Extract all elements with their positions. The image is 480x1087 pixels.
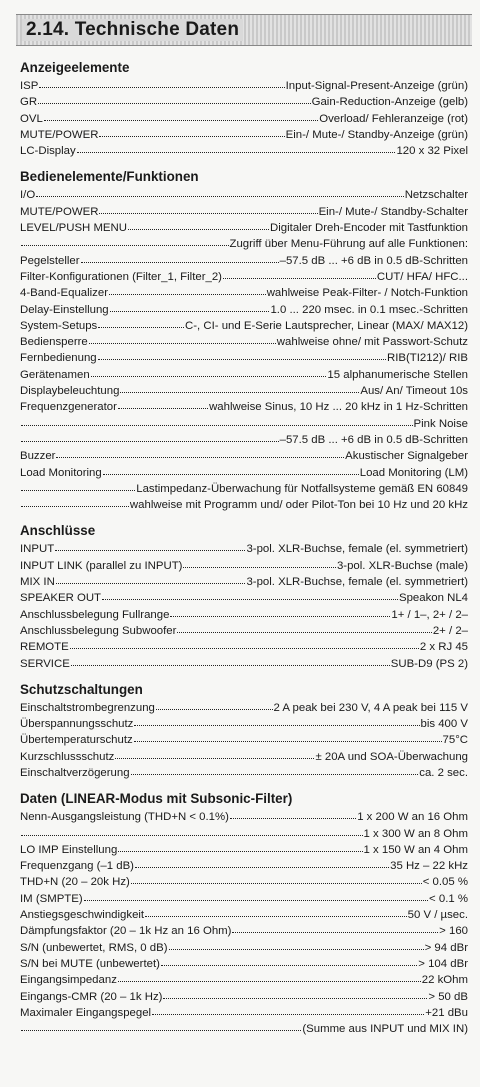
spec-row (20, 367, 468, 383)
dot-leader (71, 655, 390, 666)
spec-label: Anschlussbelegung Subwoofer (20, 624, 177, 637)
dot-leader (128, 219, 269, 230)
spec-value: –57.5 dB ... +6 dB in 0.5 dB-Schritten (279, 254, 468, 267)
spec-row (20, 302, 468, 318)
dot-leader (131, 764, 419, 775)
spec-value: ca. 2 sec. (419, 766, 468, 779)
spec-value: wahlweise ohne/ mit Passwort-Schutz (276, 336, 468, 349)
dot-leader (118, 971, 421, 982)
spec-label: SPEAKER OUT (20, 592, 102, 605)
spec-row (20, 574, 468, 590)
spec-value: C-, CI- und E-Serie Lautsprecher, Linear (MAX/ MAX12) (185, 319, 468, 332)
spec-row (20, 448, 468, 464)
dot-leader (170, 606, 390, 617)
spec-label: Dämpfungsfaktor (20 – 1k Hz an 16 Ohm) (20, 925, 232, 938)
dot-leader (118, 841, 362, 852)
spec-label: IM (SMPTE) (20, 892, 83, 905)
spec-row (20, 923, 468, 939)
spec-label: Bediensperre (20, 336, 88, 349)
spec-value: > 104 dBr (418, 957, 468, 970)
spec-label: S/N bei MUTE (unbewertet) (20, 957, 160, 970)
dot-leader (152, 1004, 424, 1015)
dot-leader (38, 93, 311, 104)
spec-value: Digitaler Dreh-Encoder mit Tastfunktion (270, 222, 468, 235)
dot-leader (56, 573, 246, 584)
spec-label: MUTE/POWER (20, 205, 99, 218)
spec-value: 1 x 300 W an 8 Ohm (363, 827, 468, 840)
spec-row (20, 481, 468, 497)
spec-label: LO IMP Einstellung (20, 843, 118, 856)
dot-leader (21, 825, 363, 836)
spec-value: 1.0 ... 220 msec. in 0.1 msec.-Schritten (270, 303, 468, 316)
spec-value: Zugriff über Menu-Führung auf alle Funktionen: (229, 238, 468, 251)
spec-row (20, 732, 468, 748)
spec-row (20, 187, 468, 203)
dot-leader (55, 540, 245, 551)
spec-row (20, 809, 468, 825)
spec-label: I/O (20, 189, 36, 202)
spec-row (20, 465, 468, 481)
dot-leader (135, 857, 389, 868)
section-heading: Anschlüsse (20, 523, 96, 539)
spec-label: Überspannungsschutz (20, 718, 134, 731)
title-bar (16, 14, 472, 46)
spec-label: Gerätenamen (20, 368, 90, 381)
spec-label: Kurzschlussschutz (20, 750, 115, 763)
spec-row (20, 78, 468, 94)
dot-leader (44, 110, 318, 121)
dot-leader (161, 955, 417, 966)
spec-value: < 0.1 % (429, 892, 468, 905)
spec-row (20, 842, 468, 858)
spec-row (20, 127, 468, 143)
spec-value: Input-Signal-Present-Anzeige (grün) (285, 80, 468, 92)
spec-value: > 160 (439, 925, 468, 938)
spec-value: Netzschalter (404, 189, 468, 202)
dot-leader (223, 268, 376, 279)
spec-value: Ein-/ Mute-/ Standby-Schalter (318, 205, 468, 218)
spec-value: Speakon NL4 (398, 592, 468, 605)
spec-row (20, 558, 468, 574)
dot-leader (56, 447, 344, 458)
spec-row (20, 940, 468, 956)
spec-row (20, 236, 468, 252)
spec-label: THD+N (20 – 20k Hz) (20, 876, 130, 889)
spec-value: 3-pol. XLR-Buchse, female (el. symmetriert) (246, 543, 468, 556)
spec-row (20, 972, 468, 988)
spec-label: Einschaltverzögerung (20, 766, 130, 779)
spec-value: 75°C (442, 734, 468, 747)
spec-row (20, 956, 468, 972)
dot-leader (98, 349, 386, 360)
spec-label: MUTE/POWER (20, 128, 99, 141)
spec-value: 3-pol. XLR-Buchse (male) (336, 559, 468, 572)
spec-label: LEVEL/PUSH MENU (20, 222, 127, 235)
spec-label: S/N (unbewertet, RMS, 0 dB) (20, 941, 168, 954)
spec-row (20, 383, 468, 399)
spec-label: Buzzer (20, 450, 56, 463)
dot-leader (91, 366, 327, 377)
spec-value: Pink Noise (413, 417, 468, 430)
spec-value: > 94 dBr (424, 941, 468, 954)
spec-label: Delay-Einstellung (20, 303, 109, 316)
spec-row (20, 143, 468, 159)
spec-row (20, 765, 468, 781)
dot-leader (70, 638, 419, 649)
dot-leader (77, 142, 396, 153)
dot-leader (21, 431, 279, 442)
spec-label: Einschaltstrombegrenzung (20, 701, 155, 714)
spec-row (20, 285, 468, 301)
spec-value: RIB(TI212)/ RIB (386, 352, 468, 365)
spec-row (20, 432, 468, 448)
spec-row (20, 350, 468, 366)
spec-section (20, 523, 468, 671)
spec-label: Anschlussbelegung Fullrange (20, 608, 170, 621)
spec-label: INPUT (20, 543, 55, 556)
dot-leader (103, 464, 359, 475)
spec-row (20, 318, 468, 334)
spec-row (20, 269, 468, 285)
spec-value: bis 400 V (420, 718, 468, 731)
spec-row (20, 907, 468, 923)
spec-label: Frequenzgenerator (20, 401, 117, 414)
dot-leader (102, 589, 398, 600)
dot-leader (21, 480, 135, 491)
section-heading: Daten (LINEAR-Modus mit Subsonic-Filter) (20, 791, 293, 807)
page-title: 2.14. Technische Daten (22, 19, 243, 41)
spec-label: Frequenzgang (–1 dB) (20, 860, 134, 873)
spec-value: 2+ / 2– (432, 624, 468, 637)
spec-label: OVL (20, 112, 43, 125)
dot-leader (169, 939, 424, 950)
dot-leader (21, 496, 129, 507)
spec-label: Fernbedienung (20, 352, 97, 365)
spec-row (20, 874, 468, 890)
spec-value: wahlweise Peak-Filter- / Notch-Funktion (266, 287, 468, 300)
spec-value: 22 kOhm (421, 974, 468, 987)
dot-leader (81, 252, 279, 263)
spec-value: –57.5 dB ... +6 dB in 0.5 dB-Schritten (279, 433, 468, 446)
spec-label: Eingangs-CMR (20 – 1k Hz) (20, 990, 163, 1003)
spec-row (20, 989, 468, 1005)
dot-leader (145, 906, 407, 917)
dot-leader (21, 235, 229, 246)
spec-row (20, 607, 468, 623)
spec-row (20, 623, 468, 639)
spec-row (20, 111, 468, 127)
spec-value: ± 20A und SOA-Überwachung (315, 750, 468, 763)
spec-row (20, 253, 468, 269)
dot-leader (99, 203, 317, 214)
spec-value: > 50 dB (428, 990, 468, 1003)
spec-row (20, 700, 468, 716)
spec-value: 2 A peak bei 230 V, 4 A peak bei 115 V (273, 701, 468, 714)
spec-label: Anstiegsgeschwindigkeit (20, 909, 145, 922)
dot-leader (156, 699, 273, 710)
section-heading: Schutzschaltungen (20, 681, 143, 697)
spec-label: Pegelsteller (20, 254, 80, 267)
spec-value: Load Monitoring (LM) (359, 466, 468, 479)
dot-leader (110, 301, 270, 312)
spec-value: Akustischer Signalgeber (345, 450, 468, 463)
spec-row (20, 220, 468, 236)
spec-row (20, 826, 468, 842)
spec-row (20, 541, 468, 557)
spec-row (20, 1021, 468, 1037)
dot-leader (98, 317, 184, 328)
spec-value: Gain-Reduction-Anzeige (gelb) (311, 96, 468, 109)
dot-leader (39, 77, 284, 88)
spec-value: Ein-/ Mute-/ Standby-Anzeige (grün) (285, 128, 468, 141)
spec-row (20, 416, 468, 432)
spec-row (20, 204, 468, 220)
spec-value: wahlweise Sinus, 10 Hz ... 20 kHz in 1 Hz-Schritten (209, 401, 468, 414)
dot-leader (21, 415, 413, 426)
spec-value: Aus/ An/ Timeout 10s (360, 385, 468, 398)
dot-leader (36, 186, 403, 197)
dot-leader (232, 922, 438, 933)
spec-label: LC-Display (20, 145, 76, 158)
spec-section (20, 682, 468, 781)
spec-value: 1 x 150 W an 4 Ohm (363, 843, 468, 856)
spec-row (20, 749, 468, 765)
dot-leader (21, 1020, 301, 1031)
spec-section (20, 169, 468, 513)
spec-label: INPUT LINK (parallel zu INPUT) (20, 559, 183, 572)
spec-label: System-Setups (20, 319, 98, 332)
dot-leader (134, 731, 442, 742)
spec-value: 2 x RJ 45 (419, 641, 468, 654)
spec-value: 1+ / 1–, 2+ / 2– (391, 608, 468, 621)
spec-content (20, 60, 468, 1047)
spec-value: 50 V / µsec. (407, 909, 468, 922)
dot-leader (115, 748, 314, 759)
spec-label: Eingangsimpedanz (20, 974, 117, 987)
spec-row (20, 891, 468, 907)
spec-value: Overload/ Fehleranzeige (rot) (319, 112, 468, 125)
dot-leader (109, 284, 266, 295)
spec-value: Lastimpedanz-Überwachung für Notfallsysteme gemäß EN 60849 (136, 482, 468, 495)
spec-section (20, 60, 468, 159)
section-heading: Anzeigeelemente (20, 60, 130, 75)
spec-row (20, 497, 468, 513)
dot-leader (183, 557, 335, 568)
dot-leader (84, 890, 428, 901)
spec-label: GR (20, 96, 38, 109)
dot-leader (120, 382, 359, 393)
dot-leader (177, 622, 431, 633)
spec-value: CUT/ HFA/ HFC... (376, 270, 468, 283)
spec-row (20, 399, 468, 415)
spec-label: Filter-Konfigurationen (Filter_1, Filter_2) (20, 270, 222, 283)
dot-leader (134, 715, 419, 726)
spec-section (20, 791, 468, 1037)
spec-value: 120 x 32 Pixel (396, 145, 468, 158)
spec-label: Load Monitoring (20, 466, 102, 479)
dot-leader (131, 873, 422, 884)
spec-row (20, 656, 468, 672)
spec-label: Displaybeleuchtung (20, 385, 120, 398)
spec-row (20, 590, 468, 606)
dot-leader (89, 333, 276, 344)
spec-label: ISP (20, 80, 39, 92)
spec-label: Maximaler Eingangspegel (20, 1006, 152, 1019)
spec-label: Übertemperaturschutz (20, 734, 133, 747)
spec-label: SERVICE (20, 657, 70, 670)
section-heading: Bedienelemente/Funktionen (20, 169, 199, 185)
spec-value: 15 alphanumerische Stellen (327, 368, 468, 381)
spec-value: 3-pol. XLR-Buchse, female (el. symmetriert) (246, 576, 468, 589)
spec-row (20, 716, 468, 732)
spec-row (20, 1005, 468, 1021)
spec-value: +21 dBu (425, 1006, 468, 1019)
dot-leader (230, 808, 356, 819)
dot-leader (163, 988, 427, 999)
spec-value: wahlweise mit Programm und/ oder Pilot-Ton bei 10 Hz und 20 kHz (129, 499, 468, 512)
spec-label: Nenn-Ausgangsleistung (THD+N < 0.1%) (20, 811, 229, 824)
spec-row (20, 94, 468, 110)
spec-label: MIX IN (20, 576, 55, 589)
spec-label: 4-Band-Equalizer (20, 287, 109, 300)
spec-row (20, 334, 468, 350)
spec-row (20, 639, 468, 655)
spec-value: 35 Hz – 22 kHz (390, 860, 468, 873)
spec-value: SUB-D9 (PS 2) (390, 657, 468, 670)
dot-leader (99, 126, 284, 137)
spec-value: < 0.05 % (422, 876, 468, 889)
spec-value: (Summe aus INPUT und MIX IN) (302, 1023, 468, 1036)
spec-label: REMOTE (20, 641, 69, 654)
spec-row (20, 858, 468, 874)
spec-value: 1 x 200 W an 16 Ohm (357, 811, 468, 824)
dot-leader (118, 398, 208, 409)
